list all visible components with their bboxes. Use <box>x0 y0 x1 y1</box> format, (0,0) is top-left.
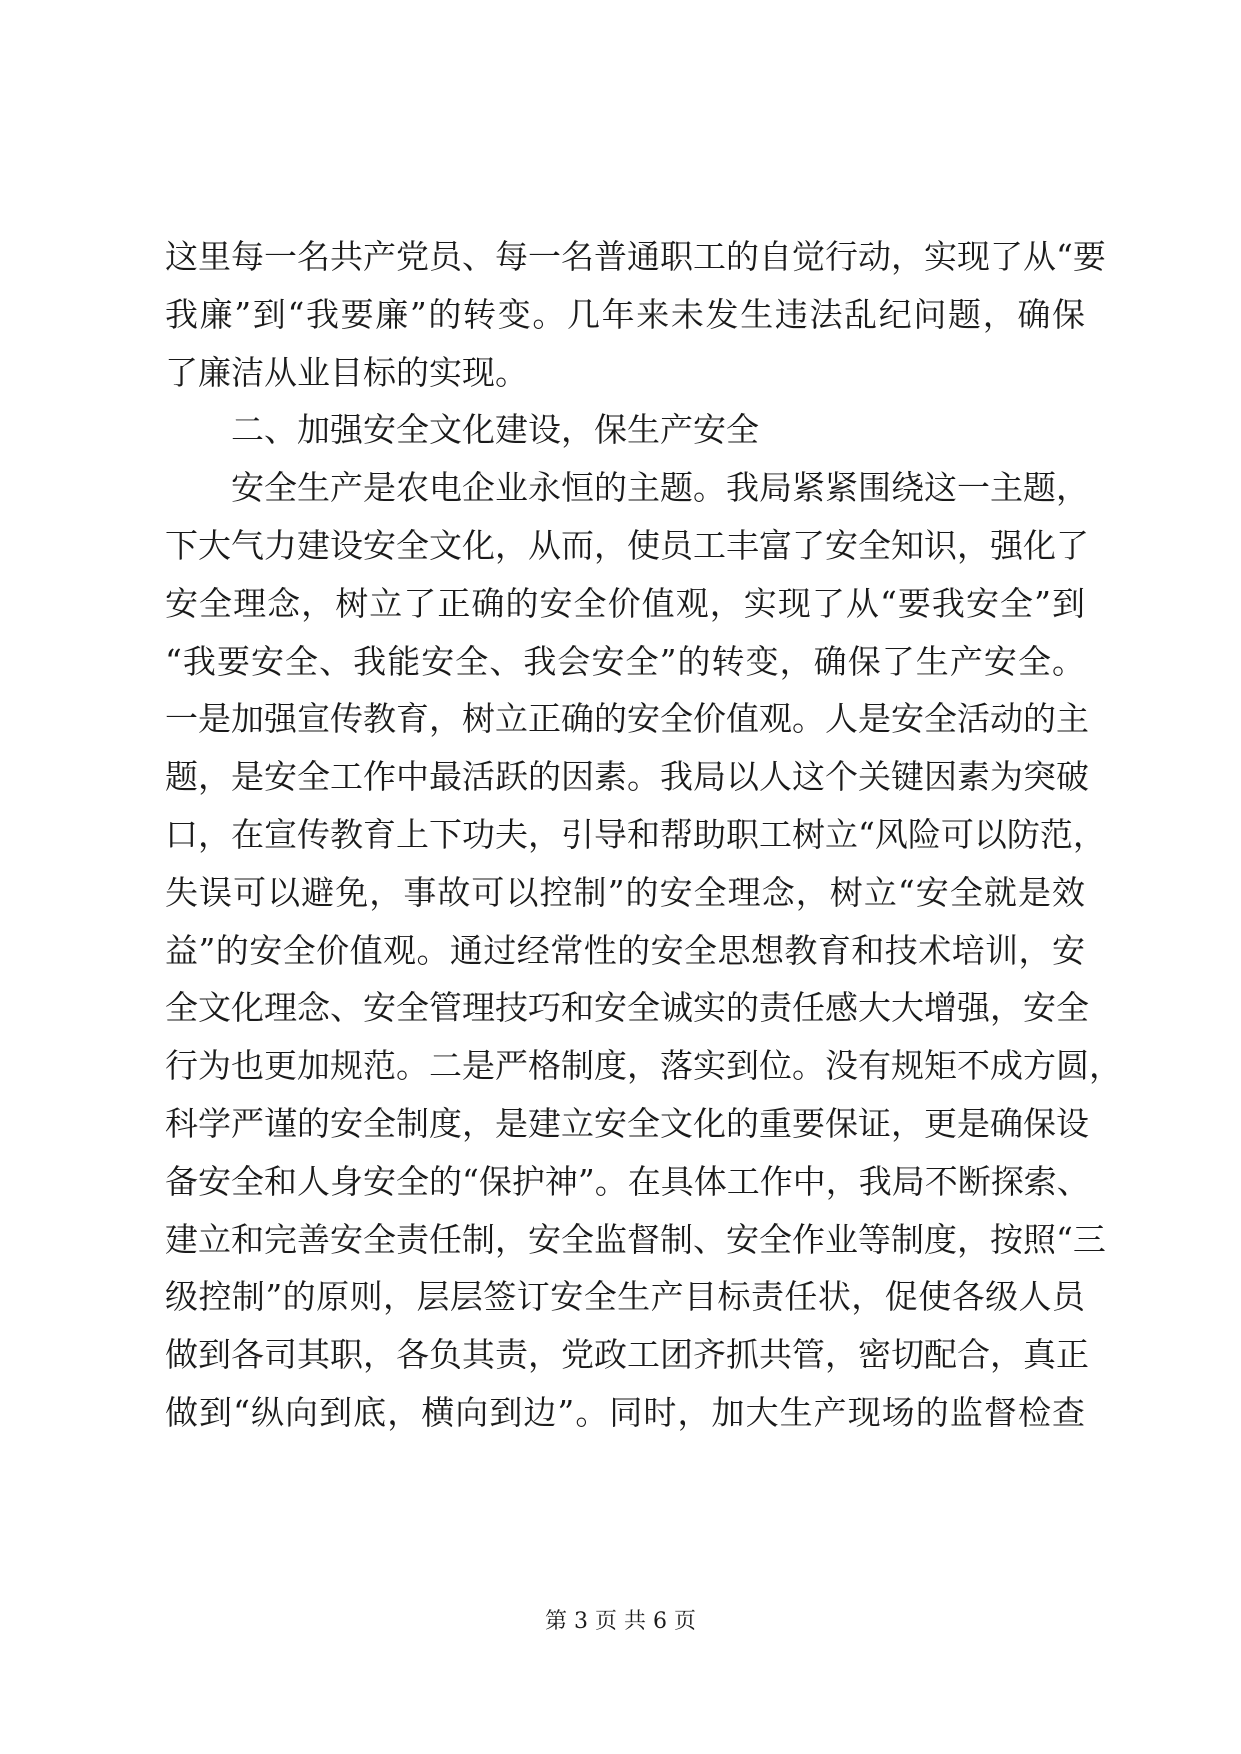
body-text <box>165 228 1122 1442</box>
text-line: 口，在宣传教育上下功夫，引导和帮助职工树立“风险可以防范， <box>165 814 1106 854</box>
text-line: 题，是安全工作中最活跃的因素。我局以人这个关键因素为突破 <box>165 757 1089 797</box>
text-line: 安全生产是农电企业永恒的主题。我局紧紧围绕这一主题， <box>231 468 1089 508</box>
section-heading: 二、加强安全文化建设，保生产安全 <box>231 410 759 450</box>
page-number-footer: 第 3 页 共 6 页 <box>545 1609 696 1634</box>
text-line: 行为也更加规范。二是严格制度，落实到位。没有规矩不成方圆， <box>165 1046 1122 1086</box>
text-line: 科学严谨的安全制度，是建立安全文化的重要保证，更是确保设 <box>165 1103 1089 1143</box>
text-line: 做到各司其职，各负其责，党政工团齐抓共管，密切配合，真正 <box>165 1335 1089 1375</box>
text-line: 了廉洁从业目标的实现。 <box>165 352 528 392</box>
text-line: 我廉”到“我要廉”的转变。几年来未发生违法乱纪问题，确保 <box>165 294 1085 334</box>
text-line: 益”的安全价值观。通过经常性的安全思想教育和技术培训，安 <box>165 930 1085 970</box>
text-line: 一是加强宣传教育，树立正确的安全价值观。人是安全活动的主 <box>165 699 1089 739</box>
text-line: 建立和完善安全责任制，安全监督制、安全作业等制度，按照“三 <box>165 1219 1106 1259</box>
text-line: 全文化理念、安全管理技巧和安全诚实的责任感大大增强，安全 <box>165 988 1089 1028</box>
text-line: 下大气力建设安全文化，从而，使员工丰富了安全知识，强化了 <box>165 525 1089 565</box>
text-line: 安全理念，树立了正确的安全价值观，实现了从“要我安全”到 <box>165 583 1085 623</box>
text-line: 级控制”的原则，层层签订安全生产目标责任状，促使各级人员 <box>165 1277 1085 1317</box>
text-line: 这里每一名共产党员、每一名普通职工的自觉行动，实现了从“要 <box>165 237 1106 276</box>
text-line: 做到“纵向到底，横向到边”。同时，加大生产现场的监督检查 <box>165 1392 1085 1432</box>
text-line: 失误可以避免，事故可以控制”的安全理念，树立“安全就是效 <box>165 872 1085 912</box>
text-line: “我要安全、我能安全、我会安全”的转变，确保了生产安全。 <box>165 641 1085 681</box>
text-line: 备安全和人身安全的“保护神”。在具体工作中，我局不断探索、 <box>165 1161 1090 1201</box>
